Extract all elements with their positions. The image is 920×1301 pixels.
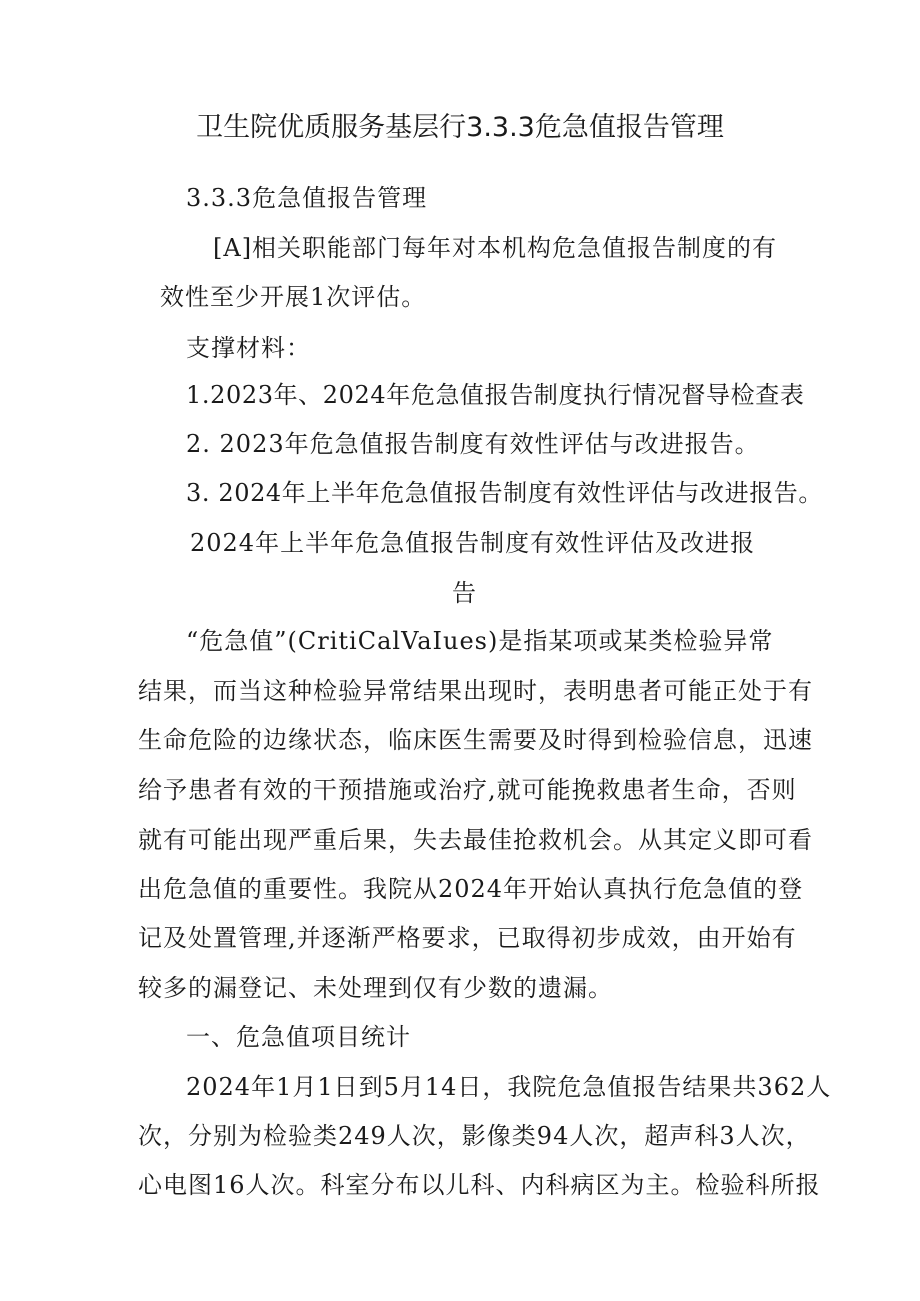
section-heading: 3.3.3危急值报告管理 (186, 184, 428, 212)
report-title-line-1: 2024年上半年危急值报告制度有效性评估及改进报 (190, 529, 756, 557)
intro-line: 生命危险的边缘状态，临床医生需要及时得到检验信息，迅速 (138, 726, 813, 754)
intro-line: 记及处置管理,并逐渐严格要求，已取得初步成效，由开始有 (138, 924, 797, 952)
material-item: 3. 2024年上半年危急值报告制度有效性评估与改进报告。 (186, 479, 824, 507)
intro-line: 结果，而当这种检验异常结果出现时，表明患者可能正处于有 (138, 677, 813, 705)
document-title: 卫生院优质服务基层行3.3.3危急值报告管理 (196, 112, 724, 143)
intro-line: 出危急值的重要性。我院从2024年开始认真执行危急值的登 (138, 875, 804, 903)
stats-line: 次，分别为检验类249人次，影像类94人次，超声科3人次， (138, 1122, 811, 1150)
intro-line: “危急值”(CritiCalVaIues)是指某项或某类检验异常 (186, 627, 774, 655)
intro-line: 较多的漏登记、未处理到仅有少数的遗漏。 (138, 974, 613, 1002)
report-title-line-2: 告 (452, 579, 477, 607)
stats-line: 2024年1月1日到5月14日，我院危急值报告结果共362人 (186, 1073, 832, 1101)
material-item: 2. 2023年危急值报告制度有效性评估与改进报告。 (186, 430, 760, 458)
intro-line: 就有可能出现严重后果，失去最佳抢救机会。从其定义即可看 (138, 826, 813, 854)
stats-line: 心电图16人次。科室分布以儿科、内科病区为主。检验科所报 (138, 1171, 821, 1199)
intro-line: 给予患者有效的干预措施或治疗,就可能挽救患者生命，否则 (138, 776, 797, 804)
material-item: 1.2023年、2024年危急值报告制度执行情况督导检查表 (186, 381, 805, 409)
requirement-line-1: [A]相关职能部门每年对本机构危急值报告制度的有 (213, 234, 778, 262)
requirement-line-2: 效性至少开展1次评估。 (160, 283, 427, 311)
stats-heading: 一、危急值项目统计 (186, 1023, 411, 1051)
materials-label: 支撑材料： (186, 334, 311, 362)
